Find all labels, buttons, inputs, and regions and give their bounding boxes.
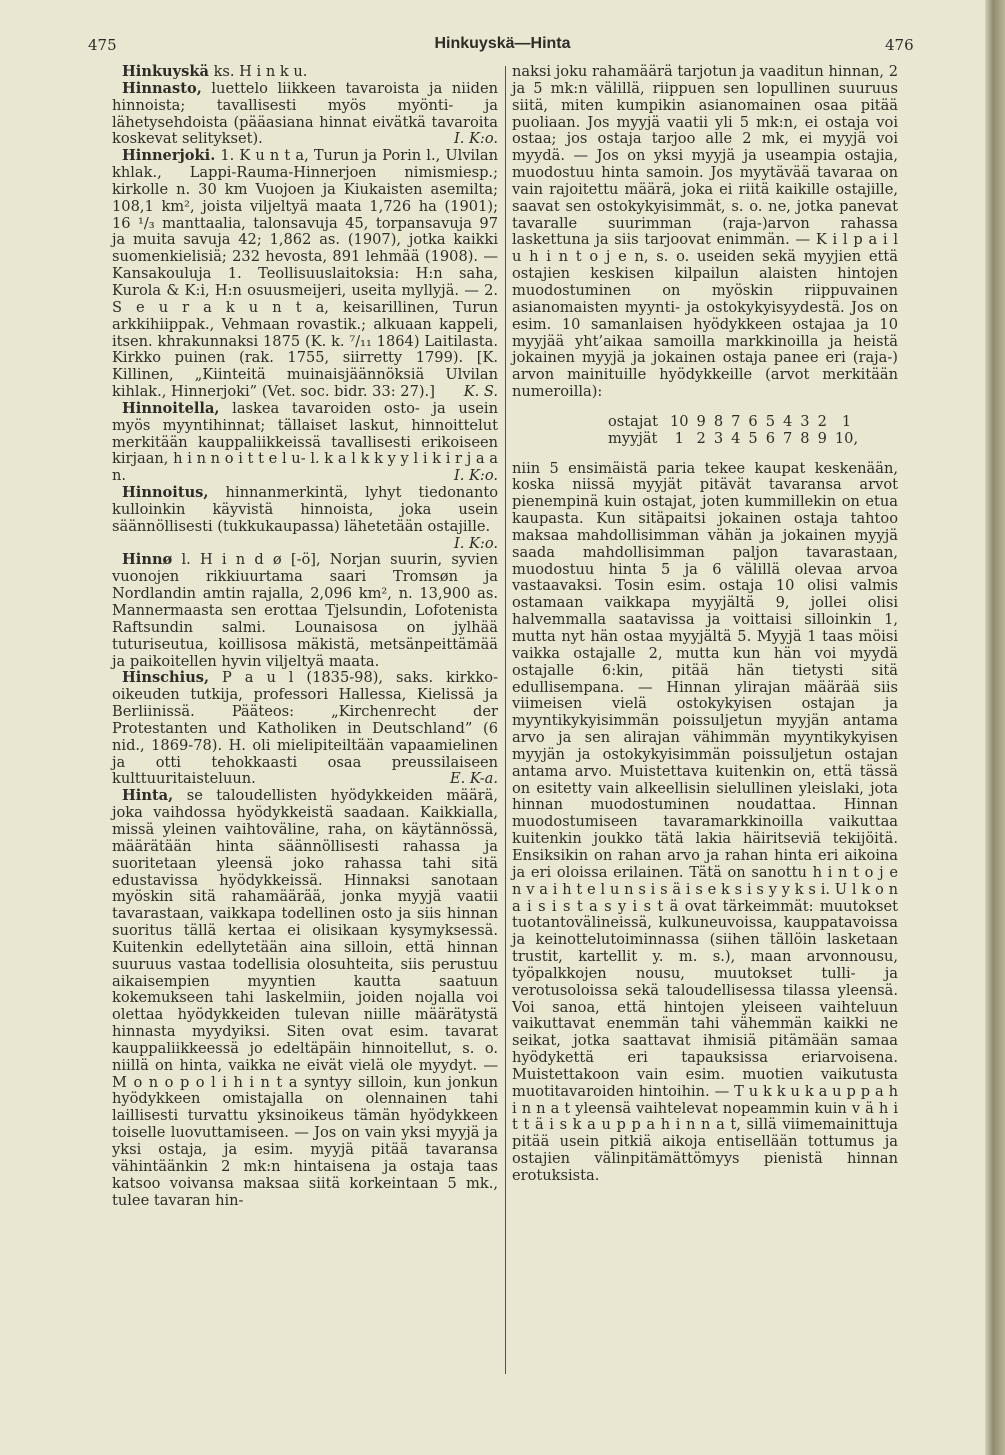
encyclopedia-entry bbox=[112, 552, 498, 670]
entry-signature: I. K:o. bbox=[453, 534, 498, 552]
entry-headword: Hinnoitella, bbox=[122, 399, 220, 417]
table-cell: 7 bbox=[783, 429, 793, 447]
entry-signature: E. K-a. bbox=[449, 770, 498, 788]
entry-body: luettelo liikkeen tavaroista ja niiden hinnoista; tavallisesti myös myönti- ja lähetysehdoista (pääasiana hinnat eivätkä tavaroita koskevat selitykset). bbox=[112, 79, 498, 148]
encyclopedia-entry bbox=[112, 64, 498, 81]
encyclopedia-entry bbox=[112, 670, 498, 788]
entry-headword: Hinnasto, bbox=[122, 79, 202, 97]
table-cell: 3 bbox=[713, 429, 724, 447]
table-cell: 2 bbox=[817, 412, 827, 430]
table-cell: 4 bbox=[731, 429, 741, 447]
table-cell: 10 bbox=[669, 412, 689, 430]
table-cell: 8 bbox=[713, 412, 724, 430]
page-number-right: 476 bbox=[885, 36, 914, 54]
table-cell: 8 bbox=[800, 429, 810, 447]
hinta-paragraph-2: niin 5 ensimäistä paria tekee kaupat keskenään, koska niissä myyjät pitävät tavaransa arvot pienempinä kuin ostajat, joten kummillekin on etua kaupasta. Kun sitäpaitsi jokainen ostaja tahtoo maksaa mahdollisimman vähän ja jokainen myyjä saada mahdollisimman paljon tavarastaan, muodostuu hinta 5 ja 6 välillä olevaa arvoa vastaavaksi. Tosin esim. ostaja 10 olisi valmis ostamaan vaikkapa myyjältä 9, jollei olisi halvemmalla saatavissa ja voittaisi silloinkin 1, mutta nyt hän ostaa myyjältä 5. Myyjä 1 taas möisi vaikka ostajalle 2, mutta kun hän voi myydä ostajalle 6:kin, pitää hän tietysti sitä edullisempana. — Hinnan ylirajan määrää siis viimeisen vielä ostokykyisen ostajan ja myyntikykyisimmän poissuljetun myyjän antama arvo ja sen alirajan vähimmän myyntikykyisen myyjän ja ostokykyisimmän poissuljetun ostajan antama arvo. Muistettava kuitenkin on, että tässä on esitetty vain alkeellisin sielullinen yleislaki, jota hinnan muodostuminen noudattaa. Hinnan muodostumiseen tavaramarkkinoilla vaikuttaa kuitenkin joukko tätä lakia häiritseviä tekijöitä. Ensiksikin on rahan arvo ja rahan hinta eri aikoina ja eri oloissa erilainen. Tätä on sanottu h i n t o j e n v a i h t e l u n s i s ä i s e k s i s y y k s i. U l k o n a i s i s t a s y i s t ä ovat tärkeimmät: muutokset tuotantovälineissä, kulkuneuvoissa, kauppatavoissa ja keinottelutoiminnassa (siihen tällöin lasketaan trustit, kartellit y. m. s.), maan arvonnousu, työpalkkojen nousu, muutokset tulli- ja verotusoloissa sekä taloudellisessa tilassa yleensä. Voi sanoa, että hintojen yleiseen vaihteluun vaikuttavat enemmän tahi vähemmän kaikki ne seikat, jotka saattavat ihmisiä pitämään samaa hyödykettä eri tapauksissa eriarvoisena. Muistettakoon vain esim. muotien vaikutusta muotitavaroiden hintoihin. — T u k k u k a u p p a h i n n a t yleensä vaihtelevat nopeammin kuin v ä h i t t ä i s k a u p p a h i n n a t, sillä viimemainittuja pitää usein pitkiä aikoja entisellään tottumus ja ostajien välinpitämättömyys pienistä hinnan erotuksista. bbox=[512, 459, 898, 1184]
table-cell: 7 bbox=[731, 412, 741, 430]
table-cell: 9 bbox=[817, 429, 827, 447]
entry-signature: I. K:o. bbox=[453, 130, 498, 148]
page-number-left: 475 bbox=[88, 36, 117, 54]
table-cell: 4 bbox=[783, 412, 793, 430]
table-cell: 1 bbox=[841, 412, 852, 430]
buyer-seller-values-table bbox=[604, 414, 862, 448]
left-column bbox=[112, 64, 498, 1209]
right-column bbox=[512, 64, 898, 1185]
entry-body: P a u l (1835-98), saks. kirkko-oikeuden tutkija, professori Hallessa, Kielissä ja Berliinissä. Pääteos: „Kirchenrecht der Protestanten und Katholiken in Deutschland” (6 nid., 1869-78). H. oli mielipiteiltään vapaamielinen ja otti tehokkaasti osaa preussilaiseen kulttuuritaisteluun. bbox=[112, 669, 498, 788]
entry-headword: Hinschius, bbox=[122, 669, 210, 687]
entry-headword: Hinnoitus, bbox=[122, 484, 209, 502]
entry-body: 1. K u n t a, Turun ja Porin l., Ulvilan khlak., Lappi-Rauma-Hinnerjoen nimismiesp.; kirkolle n. 30 km Vuojoen ja Kiukaisten asemilta; 108,1 km², joista viljeltyä maata 1,726 ha (1901); 16 ¹/₃ manttaalia, talonsavuja 45, torpansavuja 97 ja muita savuja 42; 1,862 as. (1907), jotka kaikki suomenkielisiä; 232 hevosta, 891 lehmää (1908). — Kansakouluja 1. Teollisuuslaitoksia: H:n saha, Kurola & K:i, H:n osuusmeijeri, useita myllyjä. — 2. S e u r a k u n t a, keisarillinen, Turun arkkihiippak., Vehmaan rovastik.; alkuaan kappeli, itsen. khrakunnaksi 1875 (K. k. ⁷/₁₁ 1864) Laitilasta. Kirkko puinen (rak. 1755, siirretty 1799). [K. Killinen, „Kiinteitä muinaisjäännöksiä Ulvilan kihlak., Hinnerjoki” (Vet. soc. bidr. 33: 27).] bbox=[112, 147, 498, 401]
row-label: ostajat bbox=[608, 412, 658, 430]
table-row bbox=[604, 431, 862, 448]
encyclopedia-entry bbox=[112, 81, 498, 148]
table-cell: 6 bbox=[748, 412, 758, 430]
table-cell: 1 bbox=[674, 429, 684, 447]
encyclopedia-entry bbox=[112, 148, 498, 401]
entry-headword: Hinkuyskä bbox=[122, 63, 209, 80]
entry-body: l. H i n d ø [-ö], Norjan suurin, syvien vuonojen rikkiuurtama saari Tromsøn ja Nordlandin amtin rajalla, 2,096 km², n. 13,900 as. Mannermaasta sen erottaa Tjelsundin, Lofotenista Raftsundin salmi. Lounaisosa on jylhää tuturiseutua, koillisosa mäkistä, metsänpeittämää ja paikoitellen hyvin viljeltyä maata. bbox=[112, 551, 498, 670]
table-cell: 2 bbox=[696, 429, 706, 447]
entry-body: hinnanmerkintä, lyhyt tiedonanto kulloinkin käyvistä hinnoista, joka usein säännöllisesti (tukkukaupassa) lähetetään ostajille. bbox=[112, 484, 498, 535]
entry-body: laskea tavaroiden osto- ja usein myös myyntihinnat; tällaiset laskut, hinnoittelut merkitään kauppaliikkeissä tavallisesti erikoiseen kirjaan, h i n n o i t t e l u- l. k a l k k y y l i k i r j a a n. bbox=[112, 399, 498, 485]
row-label: myyjät bbox=[608, 429, 658, 447]
hinta-continued-paragraph: naksi joku rahamäärä tarjotun ja vaaditun hinnan, 2 ja 5 mk:n välillä, riippuen sen lopullinen suuruus siitä, miten kumpikin asianomainen osaa pitää puoliaan. Jos myyjä vaatii yli 5 mk:n, ei ostaja voi ostaa; jos ostaja tarjoo alle 2 mk, ei myyjä voi myydä. — Jos on yksi myyjä ja useampia ostajia, muodostuu hinta samoin. Jos myytävää tavaraa on vain rajoitettu määrä, joka ei riitä kaikille ostajille, saavat sen ostokykyisimmät, s. o. ne, jotka panevat tavaralle suurimman (raja-)arvon rahassa laskettuna ja siis tarjoovat enimmän. — K i l p a i l u h i n t o j e n, s. o. useiden sekä myyjien että ostajien keskisen kilpailun alaisten hintojen muodostuminen on myöskin riippuvainen asianomaisten myynti- ja ostokykyisyydestä. Jos on esim. 10 samanlaisen hyödykkeen ostajaa ja 10 myyjää yht’aikaa samoilla markkinoilla ja heistä jokainen myyjä ja jokainen ostaja panee eri (raja-) arvon mainituille hyödykkeille (arvot merkitään numeroilla): bbox=[512, 63, 898, 401]
entry-signature: I. K:o. bbox=[453, 467, 498, 485]
entry-headword: Hinnø bbox=[122, 551, 173, 569]
encyclopedia-entry bbox=[112, 485, 498, 552]
column-divider bbox=[505, 66, 506, 1374]
table-cell: 5 bbox=[748, 429, 758, 447]
table-cell: 6 bbox=[765, 429, 775, 447]
running-head: Hinkuyskä—Hinta bbox=[434, 35, 571, 52]
entry-signature: K. S. bbox=[463, 383, 498, 401]
entry-body: se taloudellisten hyödykkeiden määrä, joka vaihdossa hyödykkeistä saadaan. Kaikkialla, missä yleinen vaihtoväline, raha, on käytännössä, määrätään hinta säännöllisesti rahassa ja suoritetaan yleensä joko rahassa tahi sitä edustavissa hyödykkeissä. Hinnaksi sanotaan myöskin sitä rahamäärää, jonka myyjä vaatii tavarastaan, vaikkapa todellinen osto ja siis hinnan suoritus tällä kertaa ei olisikaan kysymyksessä. Kuitenkin edellytetään aina silloin, että hinnan suuruus vastaa todellisia olosuhteita, siis perustuu aikaisempien myyntien kautta saatuun kokemukseen tahi laskelmiin, joiden nojalla voi olettaa hyödykkeiden tulevan niille määrätystä hinnasta myydyiksi. Siten ovat esim. tavarat kauppaliikkeessä jo edeltäpäin hinnoitellut, s. o. niillä on hinta, vaikka ne eivät vielä ole myydyt. — M o n o p o l i h i n t a syntyy silloin, kun jonkun hyödykkeen omistajalla on olennainen tahi laillisesti turvattu yksinoikeus tämän hyödykkeen toiselle luovuttamiseen. — Jos on vain yksi myyjä ja yksi ostaja, ja esim. myyjä pitää tavaransa vähintäänkin 2 mk:n hintaisena ja ostaja taas katsoo voivansa maksaa siitä korkeintaan 5 mk., tulee tavaran hin- bbox=[112, 787, 498, 1209]
encyclopedia-entry bbox=[112, 401, 498, 485]
table-row bbox=[604, 414, 862, 431]
table-cell: 3 bbox=[800, 412, 810, 430]
entry-headword: Hinnerjoki. bbox=[122, 147, 216, 165]
table-cell: 9 bbox=[696, 412, 706, 430]
entry-headword: Hinta, bbox=[122, 787, 174, 805]
table-cell: 10, bbox=[834, 429, 859, 447]
table-cell: 5 bbox=[765, 412, 775, 430]
entry-body: ks. H i n k u. bbox=[208, 63, 308, 80]
encyclopedia-entry bbox=[112, 788, 498, 1209]
page-edge bbox=[985, 0, 1005, 1455]
